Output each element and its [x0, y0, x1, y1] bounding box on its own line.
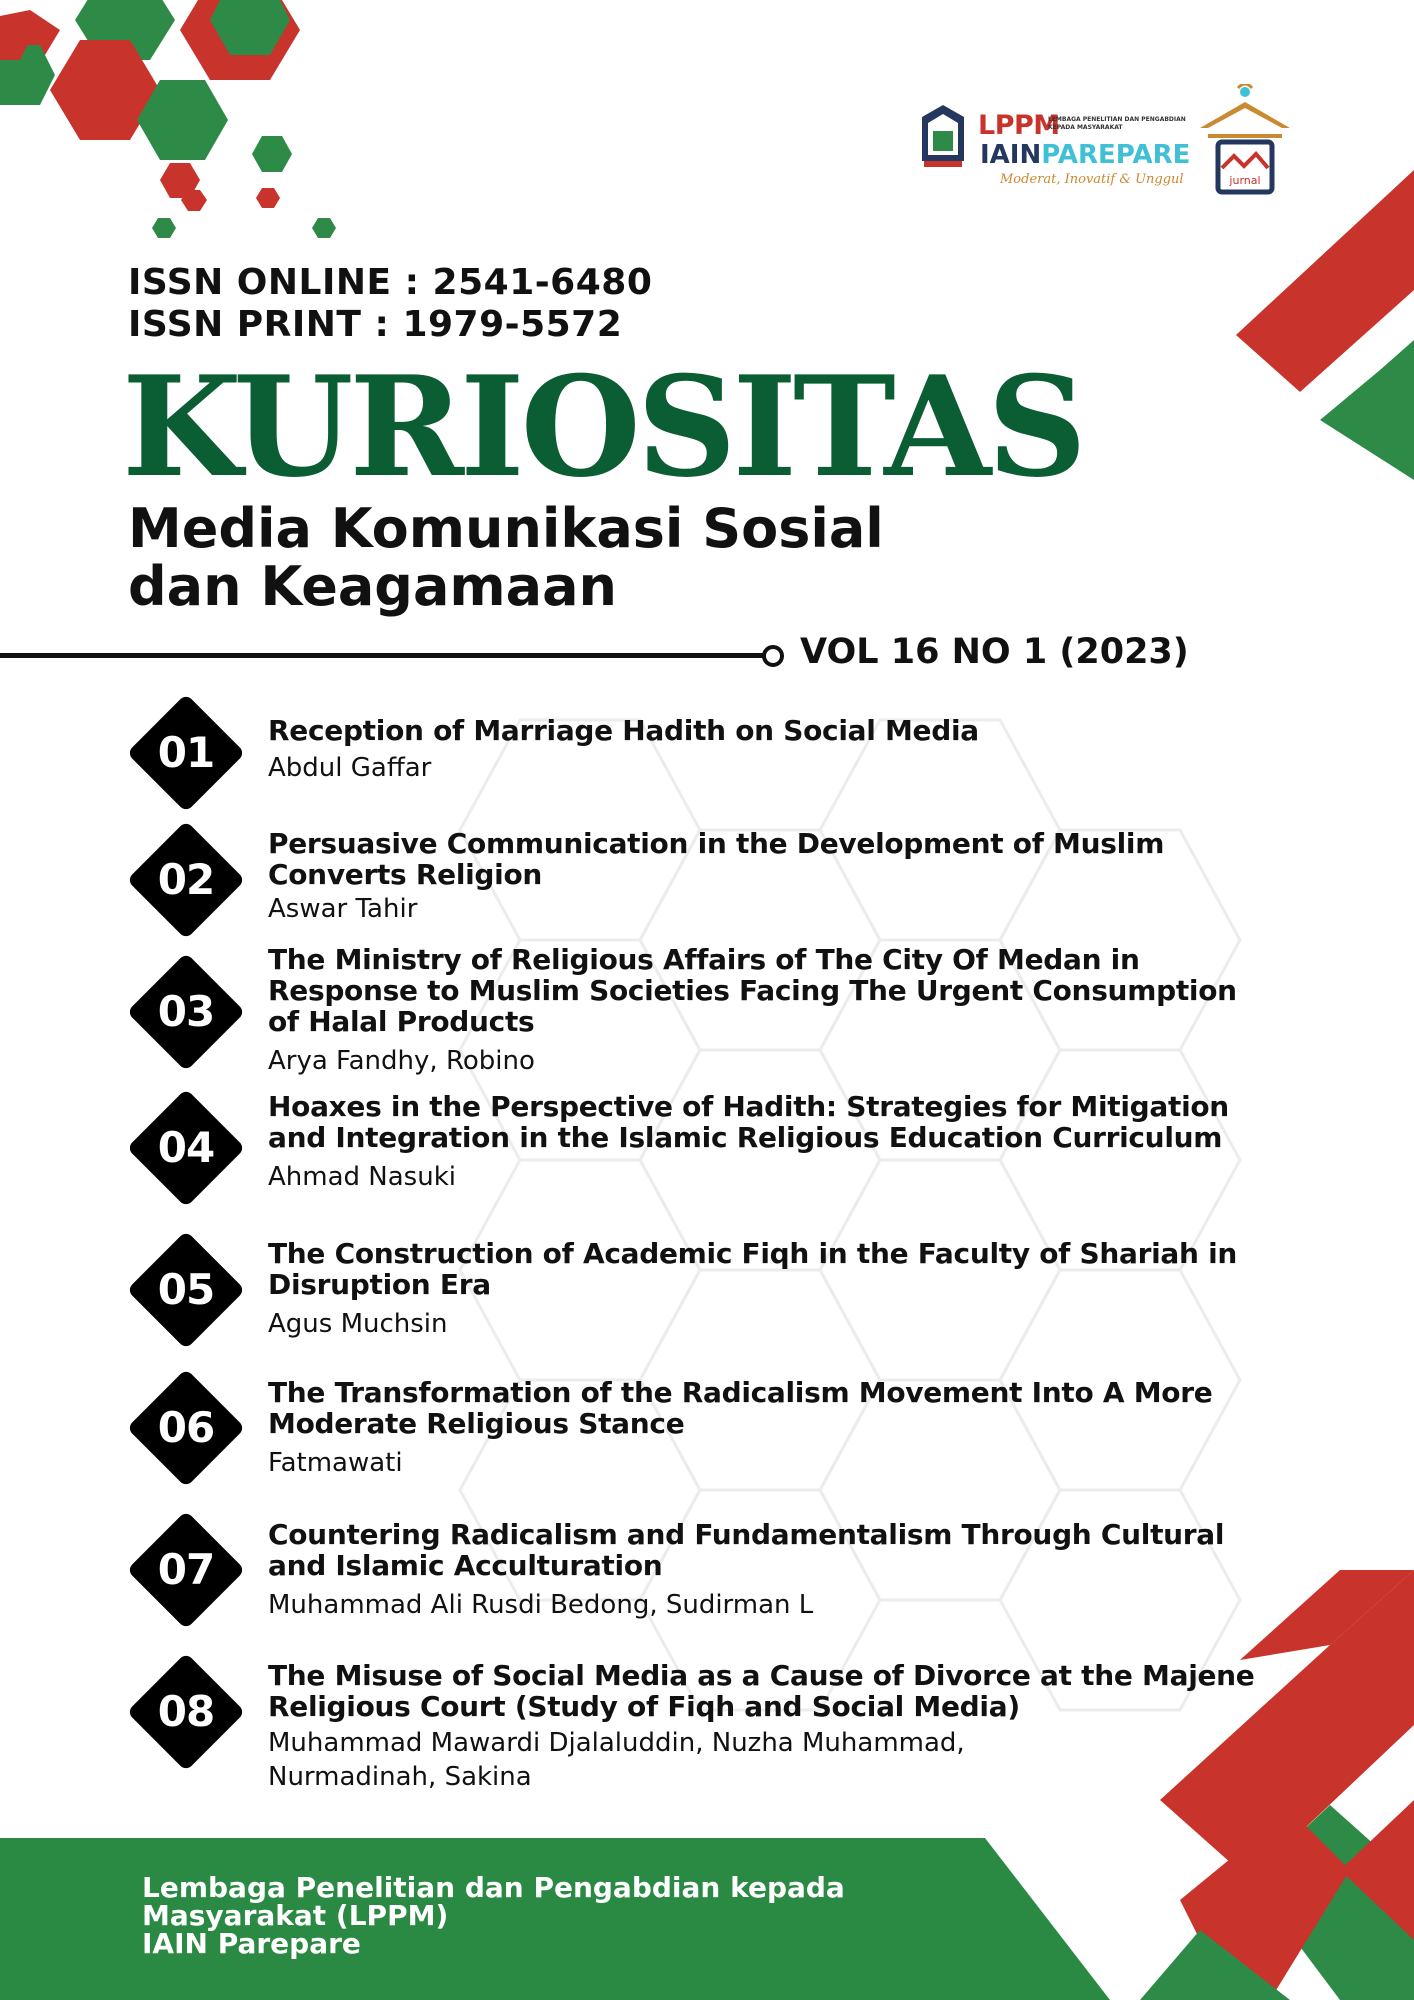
footer-line-3: IAIN Parepare — [142, 1927, 361, 1960]
article-title[interactable]: The Ministry of Religious Affairs of The City Of Medan in Response to Muslim Societies Facing The Urgent Consumption of Halal Products — [268, 943, 1237, 1038]
article-number-badge — [126, 1368, 246, 1488]
article-number-badge — [126, 952, 246, 1072]
article-number: 01 — [157, 728, 215, 777]
issn-online: ISSN ONLINE : 2541-6480 — [128, 262, 653, 303]
iain-parepare-wordmark — [980, 140, 1190, 170]
article-number: 03 — [157, 987, 215, 1036]
article-number: 02 — [157, 855, 215, 904]
journal-subtitle — [128, 497, 884, 618]
article-author: Muhammad Mawardi Djalaluddin, Nuzha Muhammad, — [268, 1728, 965, 1758]
article-number-badge — [126, 1510, 246, 1630]
issn-print: ISSN PRINT : 1979-5572 — [128, 304, 623, 345]
article-number: 06 — [157, 1403, 215, 1452]
journal-title: KURIOSITAS — [122, 345, 1083, 508]
footer-publisher — [142, 1871, 902, 1960]
article-title[interactable]: The Construction of Academic Fiqh in the Faculty of Shariah in Disruption Era — [268, 1237, 1238, 1301]
article-author: Aswar Tahir — [268, 894, 418, 924]
article-number: 05 — [157, 1265, 215, 1314]
divider-rule — [0, 653, 763, 658]
article-author: Arya Fandhy, Robino — [268, 1046, 535, 1076]
article-author: Abdul Gaffar — [268, 753, 432, 783]
jurnal-logo-icon — [1198, 84, 1292, 196]
hexagon-cluster-top-left — [0, 0, 336, 238]
lppm-fullname: LEMBAGA PENELITIAN DAN PENGABDIAN KEPADA MASYARAKAT — [1048, 116, 1186, 131]
article-number: 08 — [157, 1687, 215, 1736]
footer-line-1: Lembaga Penelitian dan Pengabdian kepada — [142, 1871, 845, 1904]
article-author: Muhammad Ali Rusdi Bedong, Sudirman L — [268, 1590, 814, 1620]
article-title[interactable]: The Misuse of Social Media as a Cause of Divorce at the Majene Religious Court (Study of Fiqh and Social Media) — [268, 1659, 1255, 1723]
article-number-badge — [126, 1652, 246, 1772]
subtitle-line-1: Media Komunikasi Sosial — [128, 497, 884, 560]
article-title[interactable]: Hoaxes in the Perspective of Hadith: Strategies for Mitigation and Integration in the Islamic Religious Education Curriculum — [268, 1090, 1229, 1154]
article-author: Ahmad Nasuki — [268, 1162, 456, 1192]
divider-dot-icon — [762, 645, 784, 667]
article-author-continued: Nurmadinah, Sakina — [268, 1762, 532, 1792]
article-title[interactable]: The Transformation of the Radicalism Movement Into A More Moderate Religious Stance — [268, 1376, 1213, 1440]
article-author: Fatmawati — [268, 1448, 403, 1478]
parepare-word: PAREPARE — [1041, 140, 1191, 170]
subtitle-line-2: dan Keagamaan — [128, 555, 617, 618]
lppm-wordmark: LPPM — [978, 110, 1060, 141]
article-number-badge — [126, 693, 246, 813]
footer-line-2: Masyarakat (LPPM) — [142, 1899, 449, 1932]
jurnal-logo-text: jurnal — [1229, 174, 1261, 187]
lppm-building-icon — [918, 105, 968, 167]
article-title[interactable]: Countering Radicalism and Fundamentalism Through Cultural and Islamic Acculturation — [268, 1518, 1225, 1582]
iain-word: IAIN — [980, 140, 1042, 170]
article-author: Agus Muchsin — [268, 1309, 448, 1339]
volume-label: VOL 16 NO 1 (2023) — [800, 632, 1189, 672]
article-number: 07 — [157, 1545, 215, 1594]
article-number-badge — [126, 820, 246, 940]
article-title[interactable]: Reception of Marriage Hadith on Social Media — [268, 714, 979, 747]
article-number-badge — [126, 1230, 246, 1350]
logo-tagline: Moderat, Inovatif & Unggul — [1000, 172, 1184, 187]
article-number-badge — [126, 1088, 246, 1208]
article-number: 04 — [157, 1123, 215, 1172]
article-title[interactable]: Persuasive Communication in the Development of Muslim Converts Religion — [268, 827, 1165, 891]
